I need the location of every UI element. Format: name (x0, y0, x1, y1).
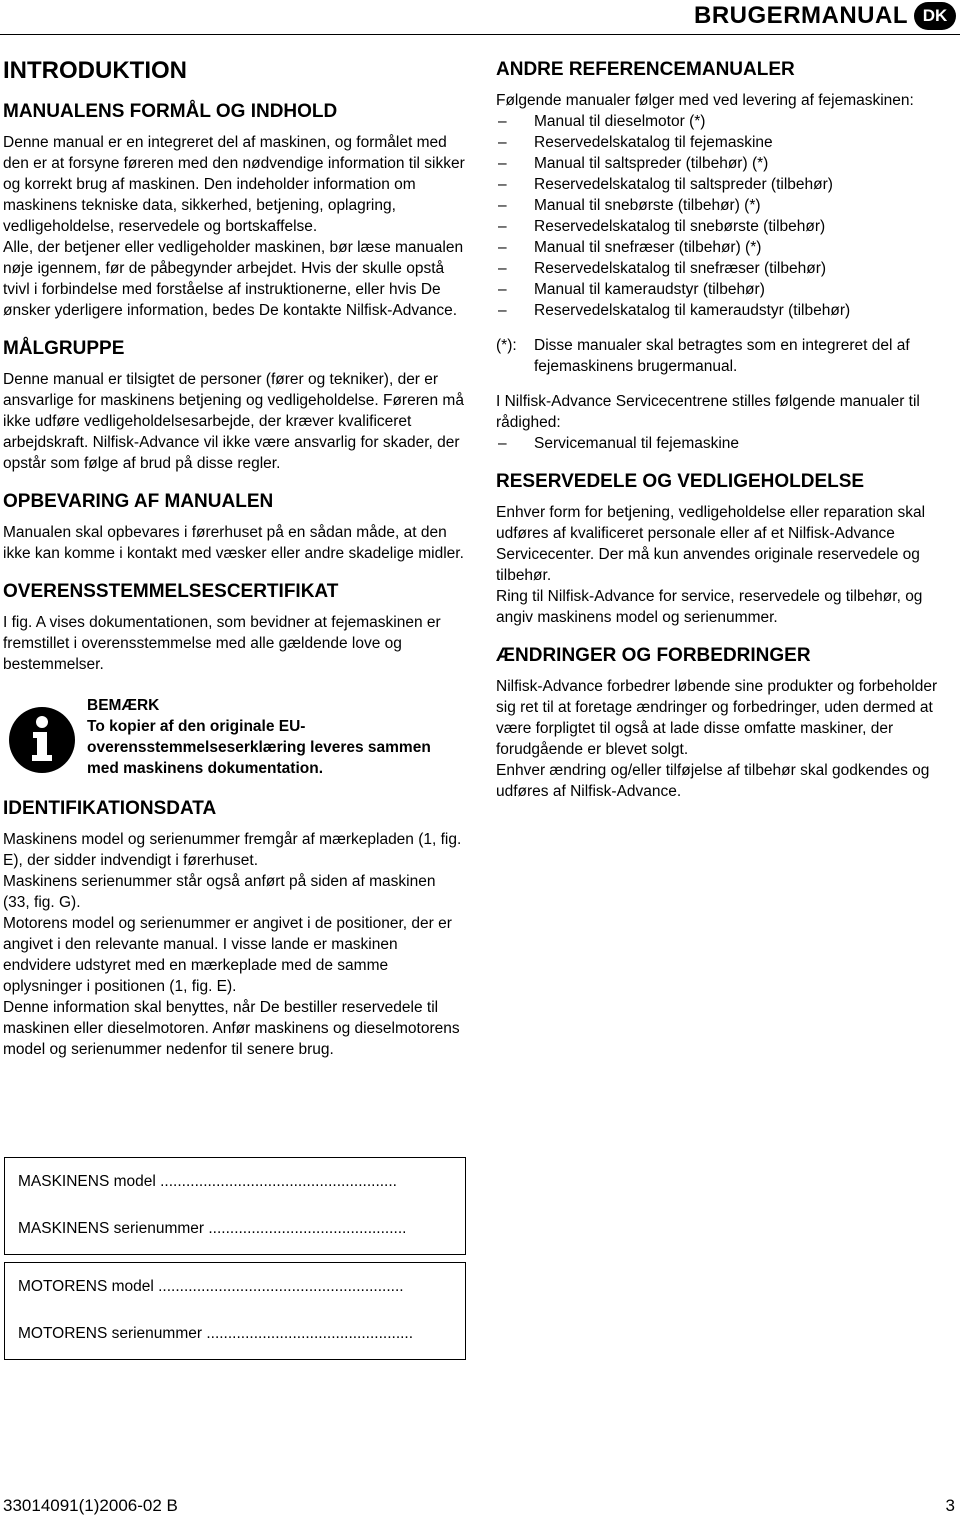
manual-item-label: Reservedelskatalog til fejemaskine (534, 134, 773, 151)
engine-data-box (4, 1262, 466, 1360)
field-motor-model[interactable]: MOTORENS model ......................................................... (18, 1278, 404, 1295)
list-item (496, 111, 958, 132)
manual-item-label: Reservedelskatalog til saltspreder (tilbehør) (534, 176, 833, 193)
paragraph-ident-2: Maskinens serienummer står også anført på siden af maskinen (33, fig. G). (3, 873, 436, 911)
manual-title: BRUGERMANUAL (694, 2, 908, 29)
language-badge: DK (914, 2, 956, 30)
service-item-label: Servicemanual til fejemaskine (534, 435, 740, 452)
list-item (496, 195, 958, 216)
heading-certifikat: OVERENSSTEMMELSESCERTIFIKAT (3, 581, 339, 602)
dash-marker: – (498, 155, 507, 172)
dash-marker: – (498, 113, 507, 130)
dash-marker: – (498, 302, 507, 319)
document-code: 33014091(1)2006-02 B (3, 1496, 178, 1515)
paragraph-formaal-2: Alle, der betjener eller vedligeholder maskinen, bør læse manualen nøje igennem, før de påbegynder arbejdet. Hvis der skulle opstå tvivl i forbindelse med forståelse af instruktionerne, eller hvis De ønsker yderligere information, bedes De kontakte Nilfisk-Advance. (3, 239, 464, 319)
heading-identifikationsdata: IDENTIFIKATIONSDATA (3, 798, 217, 819)
asterisk-mark: (*): (496, 337, 517, 354)
paragraph-reservedele-1: Enhver form for betjening, vedligeholdelse eller reparation skal udføres af kvalificeret personale eller af et Nilfisk-Advance Servicecenter. Der må kun anvendes originale reservedele og tilbehør. (496, 504, 926, 584)
paragraph-maalgruppe: Denne manual er tilsigtet de personer (fører og tekniker), der er ansvarlige for maskinens betjening og vedligeholdelse. Føreren må ikke udføre vedligeholdelsesarbejde, der kræver kvalificeret arbejdskraft. Nilfisk-Advance vil ikke være ansvarlig for skader, der opstår som følge af brud på disse regler. (3, 371, 464, 472)
manual-item-label: Manual til snefræser (tilbehør) (*) (534, 239, 762, 256)
paragraph-reservedele-2: Ring til Nilfisk-Advance for service, reservedele og tilbehør, og angiv maskinens model og serienummer. (496, 588, 923, 626)
heading-maalgruppe: MÅLGRUPPE (3, 338, 125, 359)
manual-list (496, 111, 958, 321)
list-item (496, 216, 958, 237)
dash-marker: – (498, 197, 507, 214)
header-divider (0, 34, 960, 35)
info-icon (7, 705, 77, 775)
list-item (496, 153, 958, 174)
right-column (496, 52, 958, 802)
paragraph-ident-1: Maskinens model og serienummer fremgår af mærkepladen (1, fig. E), der sidder indvendigt i førerhuset. (3, 831, 462, 869)
heading-reservedele: RESERVEDELE OG VEDLIGEHOLDELSE (496, 471, 865, 492)
dash-marker: – (498, 176, 507, 193)
page-number: 3 (945, 1496, 955, 1515)
paragraph-certifikat: I fig. A vises dokumentationen, som bevidner at fejemaskinen er fremstillet i overensstemmelse med alle gældende love og bestemmelser. (3, 614, 441, 673)
manual-item-label: Manual til kameraudstyr (tilbehør) (534, 281, 765, 298)
manual-item-label: Manual til dieselmotor (*) (534, 113, 706, 130)
asterisk-note (496, 335, 958, 377)
paragraph-aendringer-2: Enhver ændring og/eller tilføjelse af tilbehør skal godkendes og udføres af Nilfisk-Advance. (496, 762, 930, 800)
machine-data-box (4, 1157, 466, 1255)
field-maskine-serienummer[interactable]: MASKINENS serienummer .............................................. (18, 1220, 407, 1237)
list-item (496, 132, 958, 153)
paragraph-formaal-1: Denne manual er en integreret del af maskinen, og formålet med den er at forsyne føreren med den nødvendige information til sikker og korrekt brug af maskinen. Den indeholder information om maskinens tekniske data, sikkerhed, betjening, oplagring, vedligeholdelse, reservedele og bortskaffelse. (3, 134, 465, 235)
field-motor-serienummer[interactable]: MOTORENS serienummer ................................................ (18, 1325, 414, 1342)
manual-item-label: Reservedelskatalog til snebørste (tilbehør) (534, 218, 826, 235)
paragraph-andre: Følgende manualer følger med ved levering af fejemaskinen: (496, 92, 914, 109)
paragraph-ident-4: Denne information skal benyttes, når De bestiller reservedele til maskinen eller dieselmotoren. Anfør maskinens og dieselmotorens model og serienummer nedenfor til senere brug. (3, 999, 460, 1058)
list-item (496, 237, 958, 258)
paragraph-service: I Nilfisk-Advance Servicecentrene stilles følgende manualer til rådighed: (496, 393, 920, 431)
list-item (496, 258, 958, 279)
manual-item-label: Reservedelskatalog til snefræser (tilbehør) (534, 260, 827, 277)
list-item (496, 433, 958, 454)
manual-item-label: Reservedelskatalog til kameraudstyr (tilbehør) (534, 302, 851, 319)
manual-item-label: Manual til saltspreder (tilbehør) (*) (534, 155, 769, 172)
dash-marker: – (498, 435, 507, 452)
dash-marker: – (498, 281, 507, 298)
section-title-introduktion: INTRODUKTION (3, 57, 187, 84)
dash-marker: – (498, 134, 507, 151)
list-item (496, 174, 958, 195)
paragraph-ident-3: Motorens model og serienummer er angivet i de positioner, der er angivet i den relevante manual. I visse lande er maskinen endvidere udstyret med en mærkeplade med de samme oplysninger i positionen (1, fig. E). (3, 915, 452, 995)
left-column (3, 52, 465, 1060)
note-box (3, 695, 465, 779)
heading-andre-referencemanualer: ANDRE REFERENCEMANUALER (496, 59, 795, 80)
asterisk-text: Disse manualer skal betragtes som en integreret del af fejemaskinens brugermanual. (534, 337, 910, 375)
note-body: To kopier af den originale EU-overensstemmelseserklæring leveres sammen med maskinens dokumentation. (87, 718, 431, 777)
heading-manualens-formaal: MANUALENS FORMÅL OG INDHOLD (3, 101, 338, 122)
dash-marker: – (498, 239, 507, 256)
dash-marker: – (498, 260, 507, 277)
note-title: BEMÆRK (87, 697, 160, 714)
field-maskine-model[interactable]: MASKINENS model ....................................................... (18, 1173, 397, 1190)
heading-opbevaring: OPBEVARING AF MANUALEN (3, 491, 274, 512)
paragraph-opbevaring: Manualen skal opbevares i førerhuset på en sådan måde, at den ikke kan komme i kontakt med væsker eller andre skadelige midler. (3, 524, 464, 562)
dash-marker: – (498, 218, 507, 235)
manual-item-label: Manual til snebørste (tilbehør) (*) (534, 197, 761, 214)
service-list (496, 433, 958, 454)
heading-aendringer: ÆNDRINGER OG FORBEDRINGER (496, 645, 811, 666)
list-item (496, 279, 958, 300)
paragraph-aendringer-1: Nilfisk-Advance forbedrer løbende sine produkter og forbeholder sig ret til at foretage ændringer og forbedringer, uden dermed at være forpligtet til også at lade disse omfatte maskiner, der forudgående er blevet solgt. (496, 678, 938, 758)
list-item (496, 300, 958, 321)
